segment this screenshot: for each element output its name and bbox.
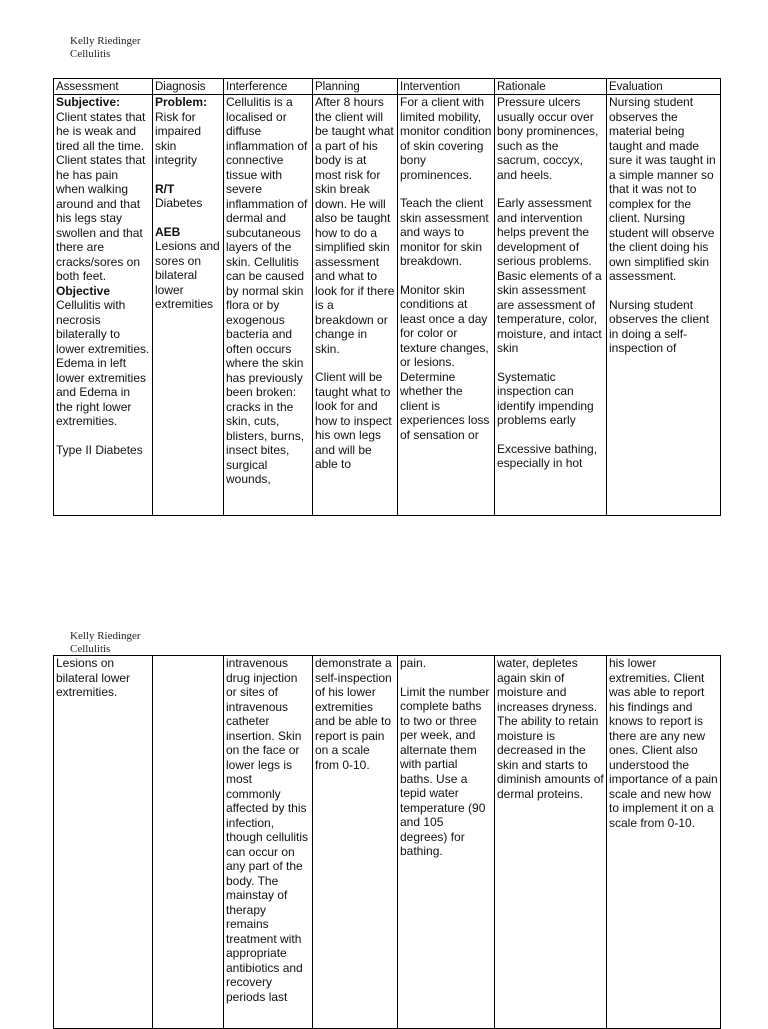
rationale-text: water, depletes again skin of moisture and increases dryness. The ability to retain moisture is decreased in the skin and starts to diminish amounts of dermal proteins. bbox=[497, 656, 604, 801]
interference-text: Cellulitis is a localised or diffuse inflammation of connective tissue with severe inflammation of dermal and subcutaneous layers of the skin. Cellulitis can be caused by normal skin flora or by exogenous bacteria and often occurs where the skin has previously been broken: cracks in the skin, cuts, blisters, burns, insect bites, surgical wounds, bbox=[226, 95, 308, 486]
evaluation-cell bbox=[607, 656, 721, 1029]
author-name: Kelly Riedinger bbox=[70, 630, 141, 642]
care-plan-table-page-1 bbox=[53, 78, 721, 516]
column-header-interference: Interference bbox=[224, 79, 313, 95]
rationale-cell bbox=[495, 95, 607, 516]
rationale-text: Pressure ulcers usually occur over bony prominences, such as the sacrum, coccyx, and heels. bbox=[497, 95, 599, 182]
aeb-text: Lesions and sores on bilateral lower extremities bbox=[155, 239, 220, 311]
related-to-label: R/T bbox=[155, 181, 175, 196]
rationale-cell bbox=[495, 656, 607, 1029]
diabetes-type-text: Type II Diabetes bbox=[56, 442, 143, 457]
page-header bbox=[70, 35, 141, 61]
interference-cell bbox=[224, 656, 313, 1029]
objective-text: Cellulitis with necrosis bilaterally to lower extremities. Edema in left lower extremities and Edema in the right lower extremities. bbox=[56, 298, 150, 428]
intervention-text: Monitor skin conditions at least once a day for color or texture changes, or lesions. Determine whether the client is experiences loss of sensation or bbox=[400, 282, 490, 442]
evaluation-text: his lower extremities. Client was able to report his findings and knows to report is there are any new ones. Client also understood the importance of a pain scale and new how to implement it on a scale from 0-10. bbox=[609, 656, 718, 830]
evaluation-text: Nursing student observes the client in doing a self-inspection of bbox=[609, 297, 710, 355]
evaluation-text: Nursing student observes the material being taught and made sure it was taught in a simple manner so that it was not to complex for the client. Nursing student will observe the client doing his own simplified skin assessment. bbox=[609, 95, 716, 283]
interference-cell bbox=[224, 95, 313, 516]
evaluation-cell bbox=[607, 95, 721, 516]
column-header-assessment: Assessment bbox=[54, 79, 153, 95]
related-to-text: Diabetes bbox=[155, 196, 203, 210]
intervention-text: pain. bbox=[400, 656, 427, 670]
aeb-label: AEB bbox=[155, 224, 181, 239]
planning-cell bbox=[313, 656, 398, 1029]
author-name: Kelly Riedinger bbox=[70, 35, 141, 47]
intervention-text: Limit the number complete baths to two or three per week, and alternate them with partial baths. Use a tepid water temperature (90 and 105 degrees) for bathing. bbox=[400, 684, 490, 858]
column-header-evaluation: Evaluation bbox=[607, 79, 721, 95]
table-row bbox=[54, 656, 721, 1029]
assessment-cell bbox=[54, 656, 153, 1029]
diagnosis-cell bbox=[153, 95, 224, 516]
planning-text: After 8 hours the client will be taught what a part of his body is at most risk for skin break down. He will also be taught how to do a simplified skin assessment and what to look for if there is a breakdown or change in skin. bbox=[315, 95, 395, 356]
rationale-text: Systematic inspection can identify impending problems early bbox=[497, 369, 594, 427]
column-header-intervention: Intervention bbox=[398, 79, 495, 95]
table-header-row bbox=[54, 79, 721, 95]
planning-cell bbox=[313, 95, 398, 516]
intervention-text: For a client with limited mobility, monitor condition of skin covering bony prominences. bbox=[400, 95, 492, 182]
diagnosis-cell bbox=[153, 656, 224, 1029]
problem-text: Risk for impaired skin integrity bbox=[155, 109, 202, 167]
interference-text: intravenous drug injection or sites of intravenous catheter insertion. Skin on the face or lower legs is most commonly affected by this infection, though cellulitis can occur on any part of the body. The mainstay of therapy remains treatment with appropriate antibiotics and recovery periods last bbox=[226, 656, 309, 1004]
document-topic: Cellulitis bbox=[70, 643, 111, 655]
table-row bbox=[54, 95, 721, 516]
assessment-text: Lesions on bilateral lower extremities. bbox=[56, 656, 131, 699]
column-header-diagnosis: Diagnosis bbox=[153, 79, 224, 95]
objective-label: Objective bbox=[56, 283, 111, 298]
subjective-label: Subjective: bbox=[56, 95, 121, 109]
column-header-rationale: Rationale bbox=[495, 79, 607, 95]
problem-label: Problem: bbox=[155, 95, 208, 109]
planning-text: demonstrate a self-inspection of his lower extremities and be able to report is pain on a scale from 0-10. bbox=[315, 656, 392, 772]
intervention-cell bbox=[398, 95, 495, 516]
care-plan-table-page-2 bbox=[53, 655, 721, 1029]
subjective-text: Client states that he is weak and tired all the time. Client states that he has pain when walking around and that his legs stay swollen and that there are cracks/sores on both feet. bbox=[56, 109, 146, 283]
intervention-text: Teach the client skin assessment and ways to monitor for skin breakdown. bbox=[400, 196, 489, 268]
document-topic: Cellulitis bbox=[70, 48, 111, 60]
rationale-text: Early assessment and intervention helps prevent the development of serious problems. Basic elements of a skin assessment are assessment of temperature, color, moisture, and intact skin bbox=[497, 196, 602, 355]
page-header bbox=[70, 630, 141, 656]
planning-text: Client will be taught what to look for and how to inspect his own legs and will be able to bbox=[315, 370, 392, 471]
intervention-cell bbox=[398, 656, 495, 1029]
rationale-text: Excessive bathing, especially in hot bbox=[497, 441, 598, 470]
column-header-planning: Planning bbox=[313, 79, 398, 95]
assessment-cell bbox=[54, 95, 153, 516]
